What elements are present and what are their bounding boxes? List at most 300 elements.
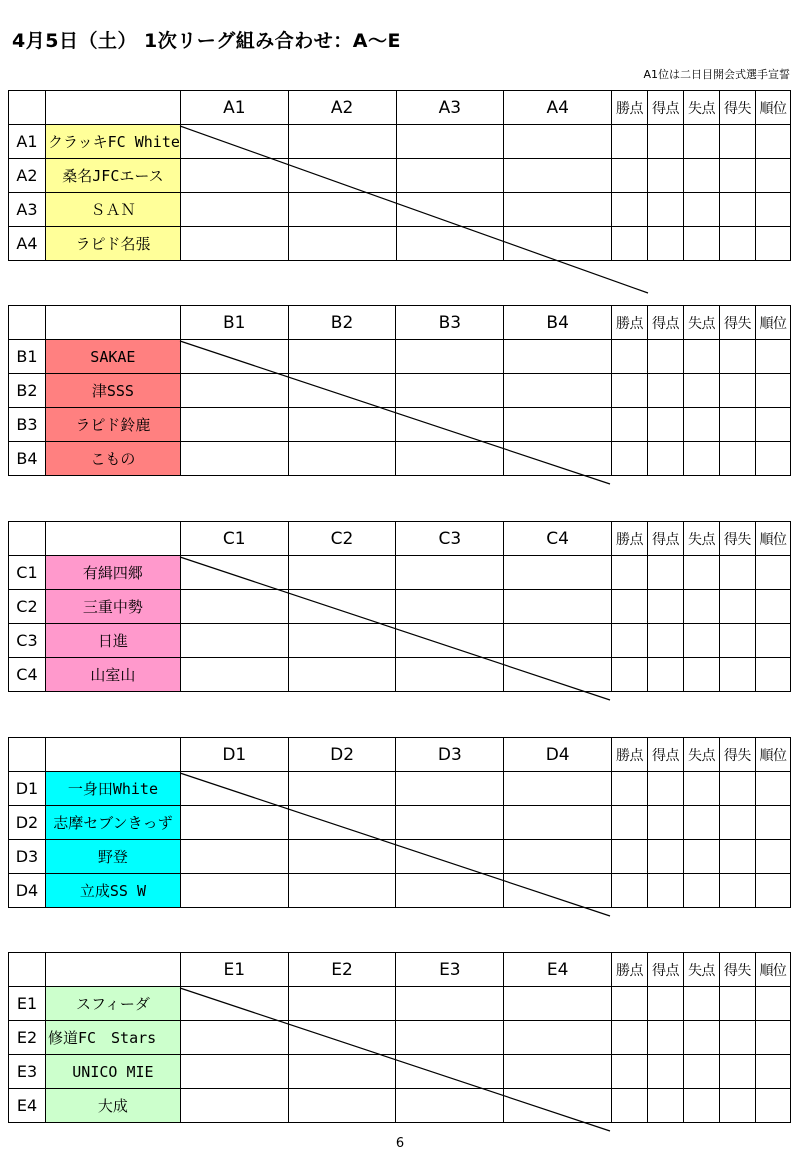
stat-cell: [612, 987, 648, 1021]
result-cell: [288, 374, 396, 408]
team-name-cell: 三重中勢: [45, 590, 180, 624]
result-cell: [180, 193, 288, 227]
team-row: [9, 806, 791, 840]
team-header-cell: [45, 738, 180, 772]
result-cell: [180, 1055, 288, 1089]
result-cell: [180, 125, 288, 159]
stat-cell: [648, 806, 684, 840]
stat-cell: [648, 840, 684, 874]
stat-cell: [612, 624, 648, 658]
stat-cell: [719, 1021, 755, 1055]
stat-header: 得失: [719, 306, 755, 340]
stat-cell: [755, 772, 790, 806]
stat-cell: [648, 624, 684, 658]
team-row: [9, 1055, 791, 1089]
stat-cell: [683, 1021, 719, 1055]
header-row: [9, 522, 791, 556]
team-name-cell: ラピド名張: [45, 227, 180, 261]
stat-cell: [719, 227, 755, 261]
stat-cell: [612, 340, 648, 374]
row-id-cell: D2: [9, 806, 46, 840]
stat-cell: [755, 340, 790, 374]
result-cell: [504, 987, 612, 1021]
team-name-cell: ＳＡＮ: [45, 193, 180, 227]
opponent-header-b3: B3: [396, 306, 504, 340]
stat-cell: [719, 772, 755, 806]
stat-header: 失点: [683, 738, 719, 772]
result-cell: [396, 442, 504, 476]
stat-cell: [647, 987, 683, 1021]
stat-cell: [683, 874, 719, 908]
opponent-header-b1: B1: [180, 306, 288, 340]
result-cell: [396, 874, 504, 908]
stat-cell: [648, 442, 684, 476]
opponent-header-c2: C2: [288, 522, 396, 556]
stat-header: 勝点: [612, 91, 648, 125]
stat-header: 順位: [755, 953, 790, 987]
team-name-cell: 日進: [45, 624, 180, 658]
stat-cell: [612, 806, 648, 840]
result-cell: [396, 987, 504, 1021]
stat-cell: [755, 442, 790, 476]
result-cell: [504, 374, 612, 408]
stat-cell: [684, 374, 720, 408]
result-cell: [396, 624, 504, 658]
result-cell: [288, 408, 396, 442]
stat-header: 勝点: [612, 522, 648, 556]
stat-cell: [755, 408, 790, 442]
team-row: [9, 772, 791, 806]
result-cell: [180, 987, 288, 1021]
stat-cell: [684, 227, 720, 261]
opponent-header-a3: A3: [396, 91, 504, 125]
row-id-cell: D3: [9, 840, 46, 874]
result-cell: [180, 1021, 288, 1055]
result-cell: [288, 1021, 396, 1055]
result-cell: [396, 806, 504, 840]
result-cell: [288, 1055, 396, 1089]
stat-cell: [683, 1055, 719, 1089]
result-cell: [180, 806, 288, 840]
team-name-cell: UNICO MIE: [45, 1055, 180, 1089]
team-row: [9, 987, 791, 1021]
result-cell: [396, 340, 504, 374]
result-cell: [288, 556, 396, 590]
result-cell: [396, 840, 504, 874]
team-row: [9, 159, 791, 193]
team-row: [9, 874, 791, 908]
stat-header: 得失: [719, 91, 755, 125]
stat-header: 得点: [648, 738, 684, 772]
result-cell: [504, 1021, 612, 1055]
result-cell: [504, 840, 612, 874]
stat-header: 得失: [719, 738, 755, 772]
stat-cell: [755, 159, 790, 193]
stat-cell: [648, 227, 684, 261]
team-name-cell: 立成SS W: [45, 874, 180, 908]
result-cell: [180, 227, 288, 261]
opponent-header-a4: A4: [504, 91, 612, 125]
corner-cell: [9, 91, 46, 125]
opponent-header-c4: C4: [504, 522, 612, 556]
result-cell: [396, 374, 504, 408]
stat-cell: [719, 590, 755, 624]
stat-cell: [612, 1089, 648, 1123]
stat-header: 失点: [683, 953, 719, 987]
row-id-cell: C1: [9, 556, 46, 590]
stat-cell: [612, 442, 648, 476]
result-cell: [504, 624, 612, 658]
result-cell: [288, 806, 396, 840]
row-id-cell: E3: [9, 1055, 46, 1089]
stat-cell: [612, 159, 648, 193]
league-a-table: [8, 90, 791, 270]
result-cell: [396, 159, 504, 193]
stat-cell: [648, 590, 684, 624]
result-cell: [180, 840, 288, 874]
stat-cell: [648, 408, 684, 442]
result-cell: [504, 1055, 612, 1089]
opponent-header-c1: C1: [180, 522, 288, 556]
stat-cell: [755, 624, 790, 658]
stat-cell: [684, 193, 720, 227]
result-cell: [504, 874, 612, 908]
stat-cell: [719, 374, 755, 408]
row-id-cell: B2: [9, 374, 46, 408]
result-cell: [396, 408, 504, 442]
result-cell: [504, 806, 612, 840]
team-row: [9, 340, 791, 374]
result-cell: [288, 772, 396, 806]
league-c-table: [8, 521, 791, 701]
row-id-cell: D4: [9, 874, 46, 908]
stat-cell: [612, 658, 648, 692]
stat-header: 得失: [719, 522, 755, 556]
row-id-cell: A3: [9, 193, 46, 227]
corner-cell: [9, 953, 46, 987]
row-id-cell: A4: [9, 227, 46, 261]
header-row: [9, 91, 791, 125]
stat-cell: [612, 840, 648, 874]
stat-cell: [755, 874, 790, 908]
stat-cell: [683, 840, 719, 874]
league-d-table: [8, 737, 791, 917]
page-title: 4月5日（土） 1次リーグ組み合わせ：A～E: [12, 30, 401, 52]
stat-cell: [647, 1055, 683, 1089]
stat-cell: [648, 658, 684, 692]
team-row: [9, 590, 791, 624]
result-cell: [180, 340, 288, 374]
stat-cell: [755, 987, 790, 1021]
stat-cell: [755, 658, 790, 692]
team-name-cell: こもの: [45, 442, 180, 476]
result-cell: [288, 1089, 396, 1123]
stat-cell: [648, 159, 684, 193]
stat-cell: [612, 374, 648, 408]
stat-cell: [648, 340, 684, 374]
result-cell: [504, 658, 612, 692]
row-id-cell: C3: [9, 624, 46, 658]
stat-cell: [612, 125, 648, 159]
result-cell: [504, 340, 612, 374]
row-id-cell: E4: [9, 1089, 46, 1123]
row-id-cell: B3: [9, 408, 46, 442]
opponent-header-c3: C3: [396, 522, 504, 556]
result-cell: [396, 125, 504, 159]
stat-cell: [684, 125, 720, 159]
result-cell: [180, 442, 288, 476]
stat-cell: [683, 624, 719, 658]
opponent-header-d2: D2: [288, 738, 396, 772]
stat-cell: [683, 772, 719, 806]
result-cell: [396, 1089, 504, 1123]
opponent-header-e4: E4: [504, 953, 612, 987]
team-row: [9, 125, 791, 159]
stat-cell: [612, 193, 648, 227]
opponent-header-b4: B4: [504, 306, 612, 340]
stat-cell: [648, 772, 684, 806]
stat-cell: [755, 193, 790, 227]
opponent-header-d3: D3: [396, 738, 504, 772]
team-name-cell: 大成: [45, 1089, 180, 1123]
result-cell: [288, 193, 396, 227]
stat-cell: [684, 442, 720, 476]
stat-cell: [648, 193, 684, 227]
result-cell: [504, 125, 612, 159]
stat-cell: [755, 590, 790, 624]
stat-header: 勝点: [612, 738, 648, 772]
result-cell: [288, 658, 396, 692]
result-cell: [504, 193, 612, 227]
stat-cell: [683, 987, 719, 1021]
opponent-header-e3: E3: [396, 953, 504, 987]
stat-cell: [683, 658, 719, 692]
result-cell: [504, 159, 612, 193]
stat-header: 得点: [647, 953, 683, 987]
result-cell: [396, 590, 504, 624]
team-row: [9, 1021, 791, 1055]
team-header-cell: [45, 953, 180, 987]
row-id-cell: B4: [9, 442, 46, 476]
stat-cell: [719, 408, 755, 442]
opponent-header-a2: A2: [288, 91, 396, 125]
opponent-header-d1: D1: [180, 738, 288, 772]
stat-cell: [683, 556, 719, 590]
team-row: [9, 227, 791, 261]
stat-header: 得点: [648, 91, 684, 125]
stat-cell: [719, 840, 755, 874]
stat-cell: [648, 556, 684, 590]
stat-cell: [719, 874, 755, 908]
stat-cell: [755, 1089, 790, 1123]
corner-cell: [9, 522, 46, 556]
team-name-cell: 野登: [45, 840, 180, 874]
stat-header: 勝点: [612, 306, 648, 340]
stat-cell: [719, 159, 755, 193]
result-cell: [180, 159, 288, 193]
team-header-cell: [45, 522, 180, 556]
league-e-table: [8, 952, 791, 1132]
team-name-cell: スフィーダ: [45, 987, 180, 1021]
page-number: 6: [395, 1136, 405, 1151]
result-cell: [504, 408, 612, 442]
row-id-cell: E1: [9, 987, 46, 1021]
result-cell: [504, 227, 612, 261]
team-row: [9, 840, 791, 874]
result-cell: [288, 125, 396, 159]
stat-cell: [719, 442, 755, 476]
result-cell: [288, 340, 396, 374]
row-id-cell: A2: [9, 159, 46, 193]
team-name-cell: 山室山: [45, 658, 180, 692]
stat-cell: [719, 556, 755, 590]
opening-ceremony-note: A1位は二日目開会式選手宣誓: [643, 68, 790, 81]
stat-cell: [684, 340, 720, 374]
stat-cell: [647, 1021, 683, 1055]
stat-cell: [683, 590, 719, 624]
stat-header: 順位: [755, 91, 790, 125]
opponent-header-b2: B2: [288, 306, 396, 340]
stat-header: 失点: [684, 306, 720, 340]
result-cell: [180, 874, 288, 908]
team-row: [9, 193, 791, 227]
row-id-cell: A1: [9, 125, 46, 159]
result-cell: [396, 193, 504, 227]
stat-cell: [612, 590, 648, 624]
result-cell: [396, 556, 504, 590]
stat-cell: [612, 227, 648, 261]
opponent-header-d4: D4: [504, 738, 612, 772]
stat-cell: [719, 1055, 755, 1089]
team-row: [9, 658, 791, 692]
row-id-cell: B1: [9, 340, 46, 374]
result-cell: [396, 1021, 504, 1055]
stat-header: 順位: [755, 738, 790, 772]
result-cell: [288, 840, 396, 874]
stat-cell: [719, 658, 755, 692]
stat-cell: [719, 987, 755, 1021]
row-id-cell: C4: [9, 658, 46, 692]
stat-cell: [612, 408, 648, 442]
result-cell: [180, 374, 288, 408]
header-row: [9, 953, 791, 987]
team-name-cell: 桑名JFCエース: [45, 159, 180, 193]
result-cell: [180, 408, 288, 442]
opponent-header-a1: A1: [180, 91, 288, 125]
team-name-cell: 津SSS: [45, 374, 180, 408]
team-name-cell: ラピド鈴鹿: [45, 408, 180, 442]
stat-header: 順位: [755, 306, 790, 340]
team-row: [9, 624, 791, 658]
stat-cell: [755, 806, 790, 840]
stat-cell: [719, 806, 755, 840]
team-name-cell: クラッキFC White: [45, 125, 180, 159]
league-b-table: [8, 305, 791, 485]
stat-cell: [684, 159, 720, 193]
result-cell: [180, 658, 288, 692]
team-header-cell: [45, 306, 180, 340]
opponent-header-e2: E2: [288, 953, 396, 987]
stat-header: 得点: [648, 522, 684, 556]
team-header-cell: [45, 91, 180, 125]
stat-header: 失点: [684, 91, 720, 125]
result-cell: [180, 624, 288, 658]
stat-cell: [719, 1089, 755, 1123]
result-cell: [288, 442, 396, 476]
result-cell: [396, 772, 504, 806]
stat-cell: [648, 874, 684, 908]
result-cell: [180, 1089, 288, 1123]
stat-cell: [647, 1089, 683, 1123]
result-cell: [396, 227, 504, 261]
team-name-cell: 有緝四郷: [45, 556, 180, 590]
stat-cell: [755, 840, 790, 874]
result-cell: [288, 159, 396, 193]
result-cell: [180, 590, 288, 624]
stat-cell: [755, 227, 790, 261]
stat-cell: [684, 408, 720, 442]
stat-cell: [755, 556, 790, 590]
row-id-cell: C2: [9, 590, 46, 624]
stat-header: 順位: [755, 522, 790, 556]
team-row: [9, 1089, 791, 1123]
team-name-cell: 修道FC Stars: [45, 1021, 180, 1055]
stat-cell: [719, 193, 755, 227]
team-row: [9, 556, 791, 590]
result-cell: [288, 987, 396, 1021]
stat-cell: [719, 125, 755, 159]
stat-cell: [755, 125, 790, 159]
header-row: [9, 306, 791, 340]
team-name-cell: SAKAE: [45, 340, 180, 374]
stat-cell: [612, 772, 648, 806]
result-cell: [288, 590, 396, 624]
team-name-cell: 志摩セブンきっず: [45, 806, 180, 840]
corner-cell: [9, 306, 46, 340]
header-row: [9, 738, 791, 772]
stat-header: 得失: [719, 953, 755, 987]
result-cell: [180, 556, 288, 590]
result-cell: [504, 556, 612, 590]
result-cell: [288, 874, 396, 908]
result-cell: [396, 658, 504, 692]
stat-cell: [648, 125, 684, 159]
row-id-cell: E2: [9, 1021, 46, 1055]
stat-cell: [683, 806, 719, 840]
stat-header: 失点: [683, 522, 719, 556]
stat-cell: [755, 374, 790, 408]
result-cell: [504, 772, 612, 806]
stat-cell: [755, 1021, 790, 1055]
stat-header: 得点: [648, 306, 684, 340]
stat-cell: [648, 374, 684, 408]
stat-cell: [612, 556, 648, 590]
team-row: [9, 442, 791, 476]
stat-cell: [612, 1021, 648, 1055]
result-cell: [396, 1055, 504, 1089]
result-cell: [504, 442, 612, 476]
team-name-cell: 一身田White: [45, 772, 180, 806]
stat-header: 勝点: [612, 953, 648, 987]
result-cell: [504, 1089, 612, 1123]
row-id-cell: D1: [9, 772, 46, 806]
stat-cell: [612, 1055, 648, 1089]
result-cell: [504, 590, 612, 624]
team-row: [9, 374, 791, 408]
result-cell: [288, 227, 396, 261]
corner-cell: [9, 738, 46, 772]
stat-cell: [719, 340, 755, 374]
